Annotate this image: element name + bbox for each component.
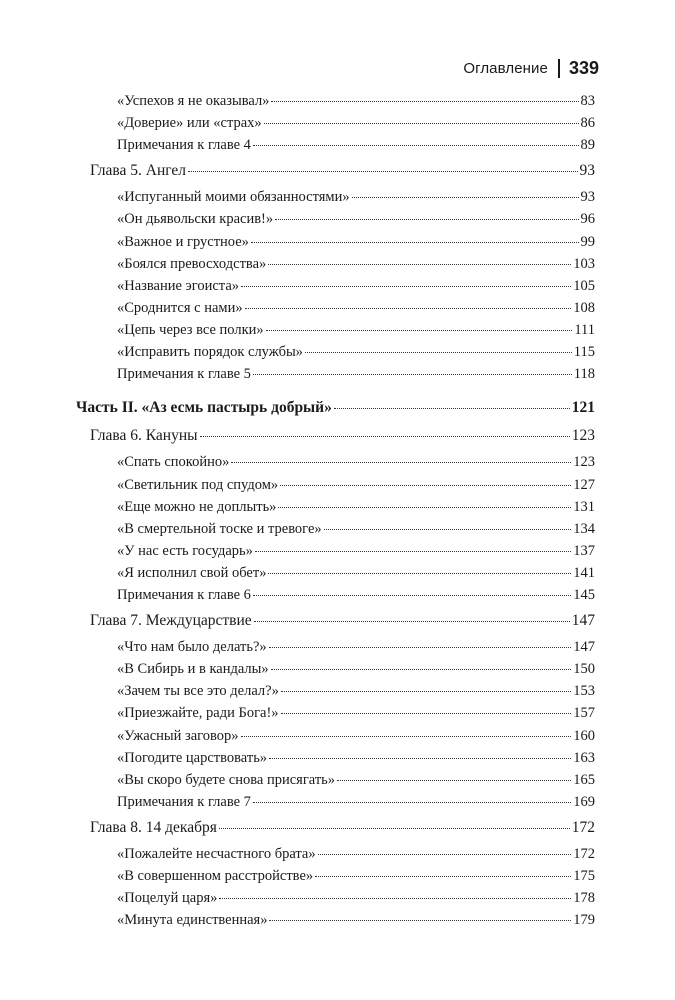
toc-entry-page: 89 [580,137,595,154]
toc-section-entry [117,186,595,208]
dot-leader [264,123,579,124]
toc-entry-title: Примечания к главе 6 [117,586,251,603]
toc-entry-title: Примечания к главе 7 [117,793,251,810]
toc-entry-page: 179 [573,912,595,929]
dot-leader [352,197,579,198]
toc-entry-page: 99 [580,233,595,250]
toc-entry-title: «Вы скоро будете снова присягать» [117,771,336,788]
toc-entry-page: 103 [573,255,595,272]
dot-leader [255,551,571,552]
toc-section-entry [117,90,595,112]
running-header [463,58,599,79]
toc-entry-title: «Приезжайте, ради Бога!» [117,705,279,722]
dot-leader [253,145,579,146]
toc-entry-page: 123 [571,427,595,445]
toc-entry-title: Глава 6. Кануны [90,427,198,445]
toc-entry-title: «Название эгоиста» [117,277,240,294]
toc-section-entry [117,562,595,584]
dot-leader [269,647,572,648]
toc-section-entry [117,496,595,518]
dot-leader [241,286,571,287]
toc-entry-title: «В совершенном расстройстве» [117,868,314,885]
toc-section-entry [117,363,595,385]
dot-leader [266,330,573,331]
toc-section-entry [117,231,595,253]
toc-entry-page: 163 [573,749,595,766]
toc-entry-page: 115 [573,344,595,361]
toc-section-entry [117,865,595,887]
toc-section-entry [117,112,595,134]
toc-section-entry [117,297,595,319]
dot-leader [188,171,577,172]
toc-section-entry [117,584,595,606]
dot-leader [200,436,570,437]
table-of-contents [0,90,675,931]
toc-entry-title: «Успехов я не оказывал» [117,93,270,109]
toc-entry-title: «Испуганный моими обязанностями» [117,189,350,206]
toc-entry-page: 123 [573,454,595,471]
dot-leader [280,485,571,486]
toc-entry-page: 145 [573,586,595,603]
toc-entry-page: 141 [573,564,595,581]
toc-chapter-entry [90,817,595,839]
toc-entry-page: 127 [573,476,595,493]
dot-leader [241,736,572,737]
toc-entry-title: «Я исполнил свой обет» [117,564,267,581]
toc-section-entry [117,474,595,496]
dot-leader [253,595,571,596]
toc-entry-title: «Погодите царствовать» [117,749,268,766]
dot-leader [281,713,572,714]
toc-section-entry [117,747,595,769]
toc-entry-page: 172 [573,846,595,862]
toc-entry-title: Глава 5. Ангел [90,162,187,180]
toc-section-entry [117,253,595,275]
toc-entry-title: «Важное и грустное» [117,233,249,250]
toc-entry-title: «Доверие» или «страх» [117,115,262,132]
dot-leader [219,898,571,899]
dot-leader [318,854,572,855]
toc-entry-title: «Пожалейте несчастного брата» [117,846,316,862]
toc-entry-page: 93 [579,162,595,180]
running-header-title: Оглавление [463,60,548,77]
toc-entry-title: «Исправить порядок службы» [117,344,303,361]
toc-entry-page: 93 [580,189,595,206]
toc-entry-title: «Светильник под спудом» [117,476,279,493]
dot-leader [269,920,571,921]
toc-entry-page: 178 [573,890,595,907]
toc-entry-title: «Цепь через все полки» [117,321,264,338]
toc-entry-title: «Ужасный заговор» [117,727,239,744]
toc-section-entry [117,134,595,156]
toc-entry-page: 153 [573,683,595,700]
toc-entry-title: «Боялся превосходства» [117,255,267,272]
toc-entry-page: 83 [580,93,595,109]
toc-section-entry [117,451,595,473]
toc-entry-title: «У нас есть государь» [117,542,253,559]
toc-chapter-entry [90,610,595,632]
toc-section-entry [117,341,595,363]
dot-leader [337,780,571,781]
dot-leader [253,802,571,803]
toc-entry-page: 169 [573,793,595,810]
toc-section-entry [117,275,595,297]
page-number: 339 [568,58,599,78]
toc-entry-title: Глава 8. 14 декабря [90,818,217,836]
toc-entry-title: «Зачем ты все это делал?» [117,683,279,700]
toc-section-entry [117,636,595,658]
toc-entry-page: 160 [573,727,595,744]
toc-entry-page: 175 [573,868,595,885]
dot-leader [269,758,571,759]
toc-entry-title: «Сроднится с нами» [117,299,243,316]
dot-leader [275,219,578,220]
toc-entry-page: 147 [573,639,595,656]
toc-entry-page: 134 [573,520,595,537]
toc-entry-title: Глава 7. Междуцарствие [90,612,252,630]
toc-section-entry [117,319,595,341]
dot-leader [334,408,570,409]
toc-entry-title: «Что нам было делать?» [117,639,267,656]
toc-section-entry [117,887,595,909]
toc-entry-title: Часть II. «Аз есмь пастырь добрый» [76,399,332,417]
toc-section-entry [117,725,595,747]
dot-leader [281,691,571,692]
toc-section-entry [117,658,595,680]
toc-entry-page: 137 [573,542,595,559]
toc-section-entry [117,769,595,791]
toc-entry-page: 108 [573,299,595,316]
dot-leader [268,573,571,574]
toc-entry-page: 147 [571,612,595,630]
toc-entry-page: 111 [574,321,595,338]
toc-section-entry [117,518,595,540]
dot-leader [278,507,571,508]
toc-chapter-entry [90,425,595,447]
toc-entry-page: 150 [573,661,595,678]
dot-leader [231,462,571,463]
toc-section-entry [117,909,595,931]
toc-section-entry [117,791,595,813]
toc-entry-page: 118 [573,366,595,383]
toc-section-entry [117,680,595,702]
toc-entry-page: 165 [573,771,595,788]
toc-entry-page: 86 [580,115,595,132]
dot-leader [219,828,570,829]
dot-leader [253,374,572,375]
dot-leader [305,352,572,353]
dot-leader [245,308,572,309]
toc-entry-title: Примечания к главе 4 [117,137,251,154]
toc-entry-page: 172 [571,818,595,836]
dot-leader [271,101,578,102]
header-separator [558,59,560,78]
toc-entry-title: «Еще можно не доплыть» [117,498,277,515]
dot-leader [315,876,571,877]
toc-chapter-entry [90,160,595,182]
dot-leader [271,669,572,670]
toc-entry-page: 131 [573,498,595,515]
toc-part-entry [76,397,595,419]
toc-section-entry [117,702,595,724]
toc-entry-title: Примечания к главе 5 [117,366,251,383]
toc-entry-title: «Он дьявольски красив!» [117,211,274,228]
dot-leader [251,242,579,243]
dot-leader [268,264,571,265]
toc-entry-page: 105 [573,277,595,294]
toc-section-entry [117,540,595,562]
toc-entry-page: 121 [571,399,595,417]
dot-leader [324,529,572,530]
toc-entry-title: «Поцелуй царя» [117,890,218,907]
toc-entry-title: «Минута единственная» [117,912,268,929]
toc-entry-page: 96 [580,211,595,228]
toc-section-entry [117,843,595,865]
dot-leader [254,621,570,622]
toc-entry-title: «Спать спокойно» [117,454,230,471]
toc-entry-title: «В Сибирь и в кандалы» [117,661,269,678]
toc-entry-page: 157 [573,705,595,722]
toc-entry-title: «В смертельной тоске и тревоге» [117,520,322,537]
toc-section-entry [117,208,595,230]
